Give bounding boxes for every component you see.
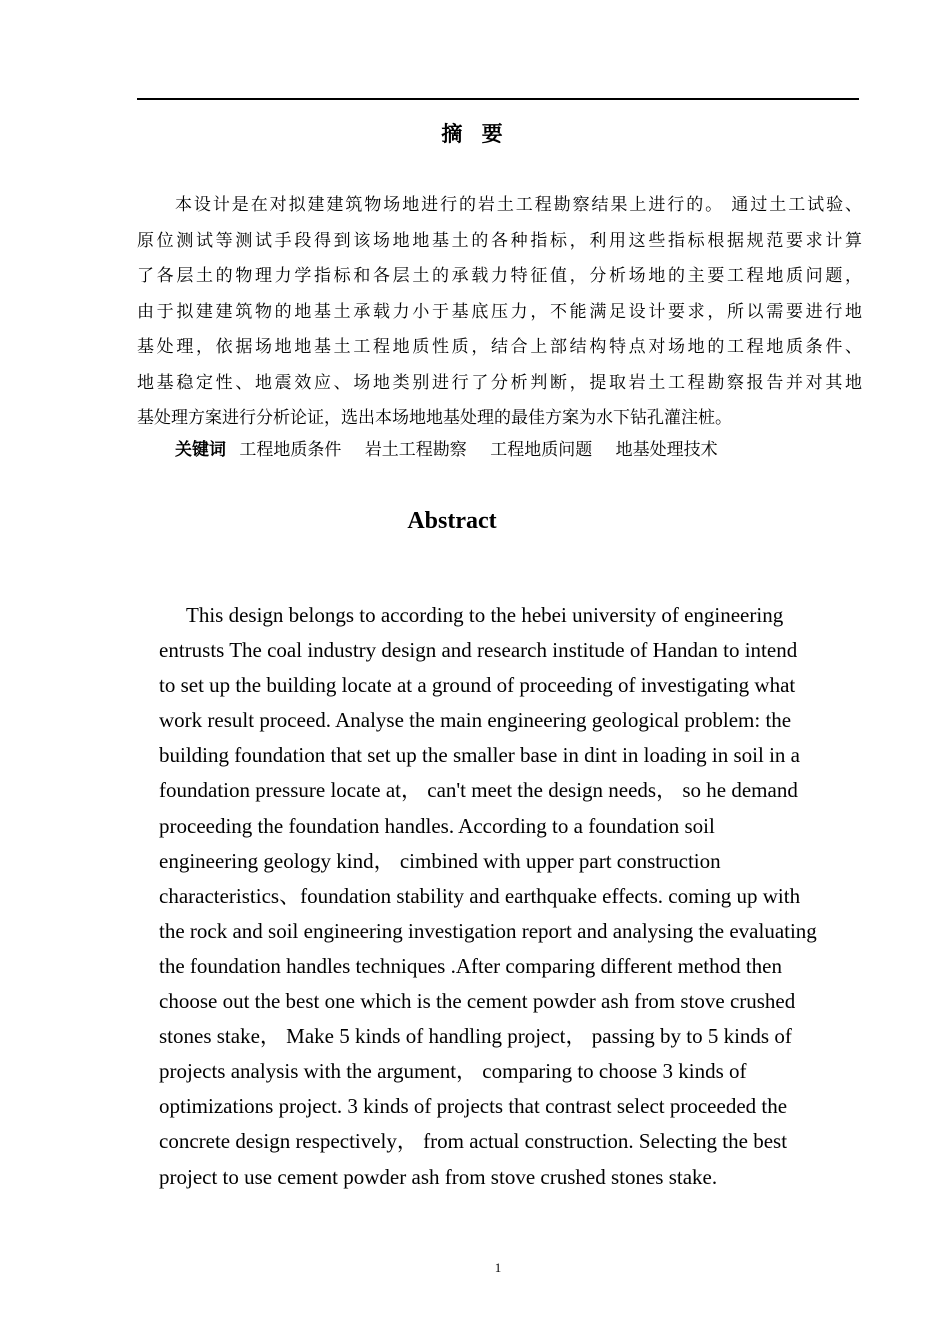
chinese-abstract-line: 地基稳定性、地震效应、场地类别进行了分析判断，提取岩土工程勘察报告并对其地 — [137, 372, 862, 393]
english-abstract-line: to set up the building locate at a ground of proceeding of investigating what — [159, 673, 796, 698]
keywords-line — [175, 433, 736, 468]
english-abstract-line: entrusts The coal industry design and research institude of Handan to intend — [159, 638, 798, 663]
english-abstract-line: work result proceed. Analyse the main engineering geological problem: the — [159, 708, 792, 733]
chinese-abstract-line: 了各层土的物理力学指标和各层土的承载力特征值，分析场地的主要工程地质问题， — [137, 266, 862, 286]
english-abstract-line: proceeding the foundation handles. According to a foundation soil — [159, 813, 715, 838]
chinese-abstract-line: 由于拟建建筑物的地基土承载力小于基底压力，不能满足设计要求，所以需要进行地 — [137, 301, 862, 322]
english-abstract-line: foundation pressure locate at， can't meet the design needs， so he demand — [159, 778, 798, 803]
chinese-abstract-line: 基处理方案进行分析论证，选出本场地地基处理的最佳方案为水下钻孔灌注桩。 — [137, 408, 732, 428]
english-abstract-line: engineering geology kind， cimbined with upper part construction — [159, 848, 721, 873]
english-abstract-line: This design belongs to according to the hebei university of engineering — [186, 603, 784, 627]
chinese-abstract-body — [137, 188, 862, 437]
chinese-abstract-line: 本设计是在对拟建建筑物场地进行的岩土工程勘察结果上进行的。 通过土工试验、 — [175, 195, 862, 215]
keywords-label: 关键词 — [175, 440, 226, 460]
english-abstract-line: stones stake， Make 5 kinds of handling project， passing by to 5 kinds of — [159, 1024, 792, 1049]
english-abstract-title: Abstract — [407, 508, 497, 534]
english-abstract-line: projects analysis with the argument， comparing to choose 3 kinds of — [159, 1059, 747, 1084]
english-abstract-line: building foundation that set up the smaller base in dint in loading in soil in a — [159, 743, 800, 768]
english-abstract-line: optimizations project. 3 kinds of projects that contrast select proceeded the — [159, 1094, 788, 1119]
header-rule — [137, 98, 859, 100]
page-number: 1 — [494, 1260, 502, 1275]
keyword: 岩土工程勘察 — [364, 440, 467, 460]
keyword: 工程地质条件 — [239, 440, 342, 460]
keyword: 地基处理技术 — [615, 440, 718, 460]
english-abstract-line: the rock and soil engineering investigation report and analysing the evaluating — [159, 918, 817, 943]
chinese-abstract-line: 原位测试等测试手段得到该场地地基土的各种指标，利用这些指标根据规范要求计算 — [137, 230, 862, 251]
english-abstract-line: choose out the best one which is the cement powder ash from stove crushed — [159, 989, 796, 1014]
english-abstract-line: concrete design respectively， from actual construction. Selecting the best — [159, 1129, 788, 1154]
english-abstract-body — [159, 598, 861, 1195]
chinese-abstract-title: 摘 要 — [441, 122, 509, 146]
chinese-abstract-line: 基处理，依据场地地基土工程地质性质，结合上部结构特点对场地的工程地质条件、 — [137, 337, 862, 357]
english-abstract-line: the foundation handles techniques .After comparing different method then — [159, 953, 783, 978]
english-abstract-line: project to use cement powder ash from stove crushed stones stake. — [159, 1164, 718, 1189]
keyword: 工程地质问题 — [490, 440, 593, 460]
english-abstract-line: characteristics、foundation stability and earthquake effects. coming up with — [159, 883, 801, 908]
